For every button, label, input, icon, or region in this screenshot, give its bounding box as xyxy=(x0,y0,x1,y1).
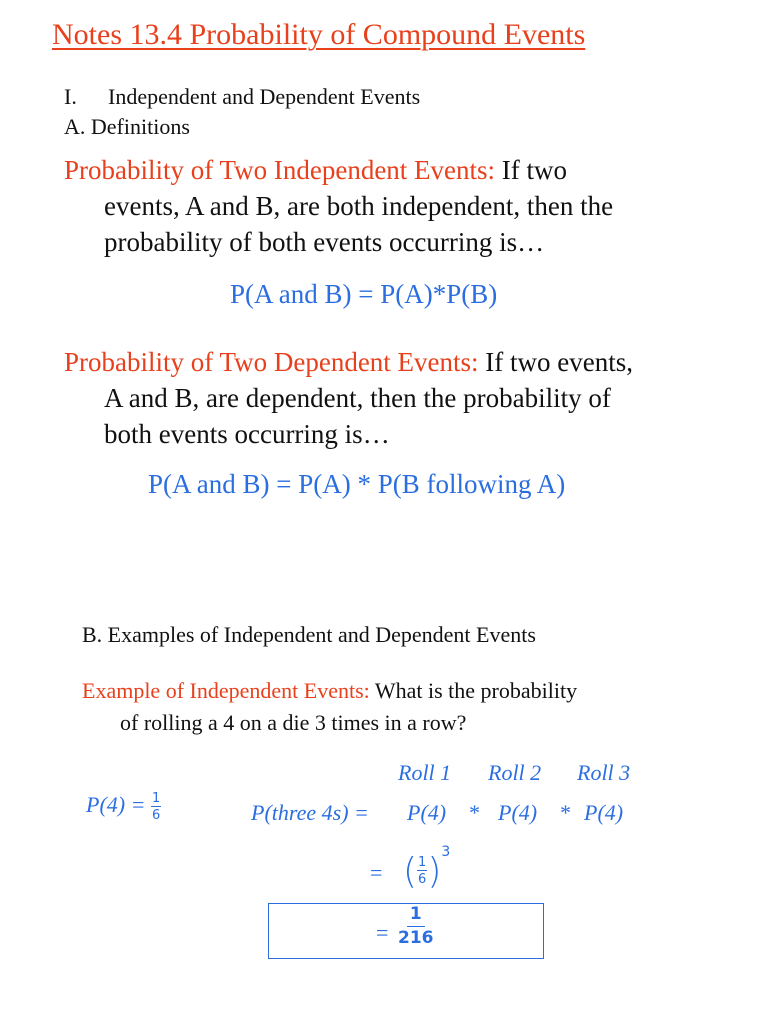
page-title: Notes 13.4 Probability of Compound Events xyxy=(52,18,586,51)
example-line1-rest: What is the probability xyxy=(374,678,578,703)
independent-term: Probability of Two Independent Events: xyxy=(64,155,496,185)
equation-operator: * xyxy=(559,800,570,825)
dependent-formula: P(A and B) = P(A) * P(B following A) xyxy=(148,469,566,499)
independent-def-line1 xyxy=(64,152,567,188)
power-numerator: 1 xyxy=(418,855,427,870)
left-paren-icon: ( xyxy=(403,850,418,892)
result-numerator: 1 xyxy=(407,906,425,927)
independent-def-line3: probability of both events occurring is… xyxy=(104,227,545,257)
equation-lhs: P(three 4s) = xyxy=(251,800,369,825)
equation-term: P(4) xyxy=(498,800,538,825)
definitions-subheading: A. Definitions xyxy=(64,114,190,139)
result-denominator: 216 xyxy=(398,928,434,948)
example-line2: of rolling a 4 on a die 3 times in a row? xyxy=(120,710,467,735)
power-expression xyxy=(403,846,450,896)
dependent-line1-rest: If two events, xyxy=(485,347,634,377)
equation-term: P(4) xyxy=(407,800,447,825)
roll-label: Roll 1 xyxy=(398,760,452,785)
power-equals: = xyxy=(370,860,383,885)
right-paren-icon: ) xyxy=(427,850,442,892)
power-exponent: 3 xyxy=(441,844,451,860)
power-denominator: 6 xyxy=(418,872,427,887)
dependent-def-line2: A and B, are dependent, then the probability of xyxy=(104,383,611,413)
dependent-term: Probability of Two Dependent Events: xyxy=(64,347,479,377)
roll-label: Roll 2 xyxy=(488,760,542,785)
p4-label: P(4) = xyxy=(86,792,146,817)
roll-label: Roll 3 xyxy=(577,760,631,785)
independent-formula: P(A and B) = P(A)*P(B) xyxy=(230,279,498,309)
dependent-def-line3: both events occurring is… xyxy=(104,419,390,449)
example-line1 xyxy=(82,678,577,704)
p4-fraction xyxy=(151,792,161,822)
section-heading: Independent and Dependent Events xyxy=(108,84,421,109)
result-fraction xyxy=(398,906,434,947)
p4-numerator: 1 xyxy=(151,790,161,806)
independent-line1-rest: If two xyxy=(501,155,568,185)
equation-term: P(4) xyxy=(584,800,624,825)
p4-denominator: 6 xyxy=(151,807,161,823)
dependent-def-line1 xyxy=(64,344,633,380)
p4-definition xyxy=(86,786,161,824)
result-frac xyxy=(398,906,434,947)
power-fraction xyxy=(417,856,427,886)
examples-heading: B. Examples of Independent and Dependent Events xyxy=(82,622,536,647)
result-equals: = xyxy=(376,920,389,945)
independent-def-line2: events, A and B, are both independent, then the xyxy=(104,191,614,221)
equation-operator: * xyxy=(468,800,479,825)
example-term: Example of Independent Events: xyxy=(82,678,370,703)
section-numeral: I. xyxy=(64,84,77,109)
